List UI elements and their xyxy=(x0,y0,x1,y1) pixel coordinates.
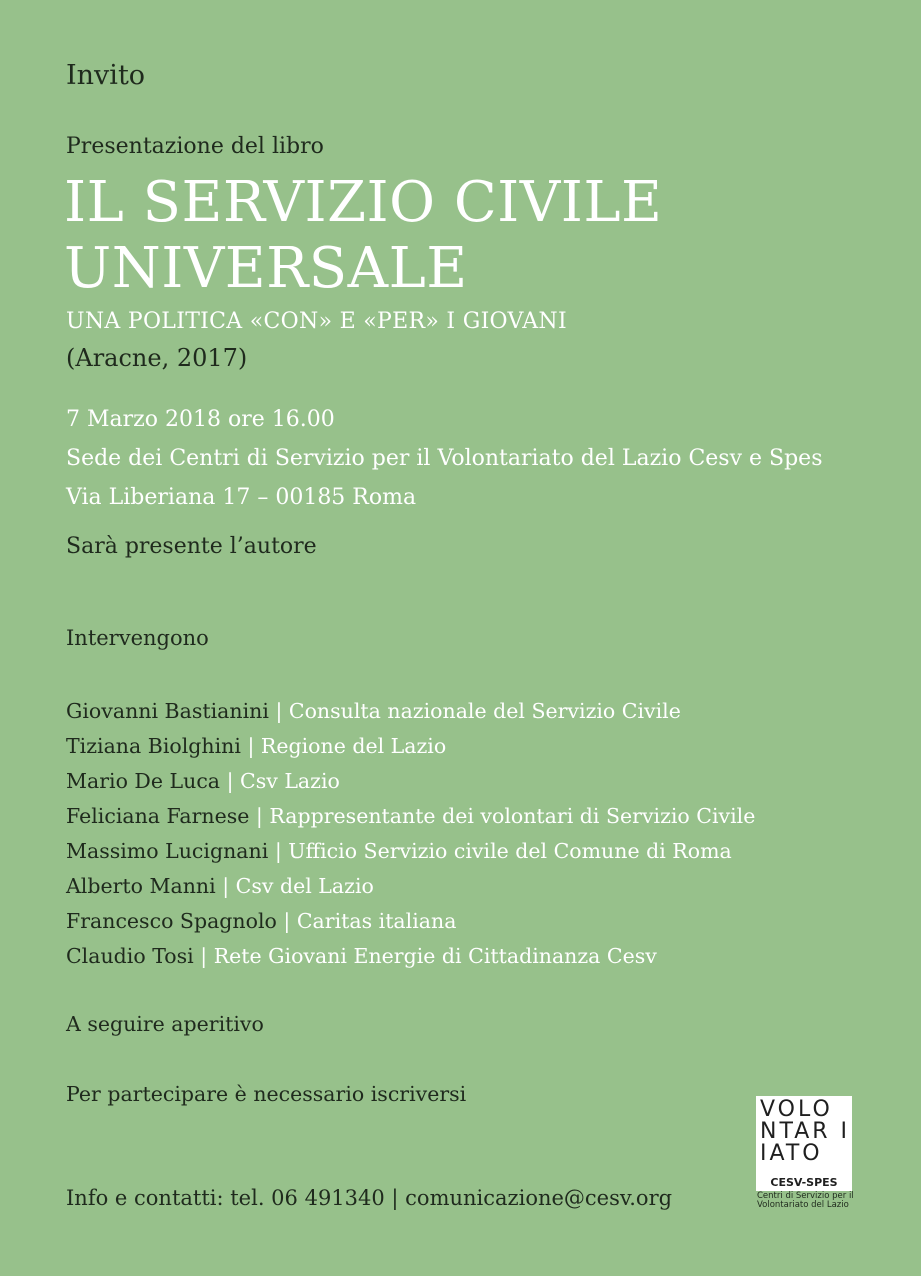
speaker-separator: | xyxy=(247,734,255,758)
logo-line-1: VOLO xyxy=(760,1097,833,1122)
speaker-name: Giovanni Bastianini xyxy=(66,699,269,723)
speaker-separator: | xyxy=(255,804,263,828)
invito-label: Invito xyxy=(66,60,146,91)
speaker-role: Csv del Lazio xyxy=(235,874,374,898)
speaker-role: Regione del Lazio xyxy=(260,734,447,758)
book-title-line-2: UNIVERSALE xyxy=(64,236,468,301)
speaker-row xyxy=(66,834,755,869)
speaker-separator: | xyxy=(222,874,230,898)
speaker-separator: | xyxy=(274,839,282,863)
logo-subtitle-line-2: Volontariato del Lazio xyxy=(757,1200,849,1210)
logo-brand: CESV-SPES xyxy=(756,1176,852,1191)
event-address: Via Liberiana 17 – 00185 Roma xyxy=(66,485,417,510)
speakers-list xyxy=(66,694,755,974)
speaker-row xyxy=(66,729,755,764)
book-title xyxy=(64,170,662,302)
speaker-name: Tiziana Biolghini xyxy=(66,734,241,758)
speaker-role: Rappresentante dei volontari di Servizio Civile xyxy=(269,804,756,828)
speaker-separator: | xyxy=(283,909,291,933)
author-note: Sarà presente l’autore xyxy=(66,534,317,559)
speaker-row xyxy=(66,694,755,729)
event-details xyxy=(66,400,823,517)
speaker-row xyxy=(66,869,755,904)
volontariato-logo xyxy=(756,1096,852,1176)
speaker-separator: | xyxy=(226,769,234,793)
event-datetime: 7 Marzo 2018 ore 16.00 xyxy=(66,407,335,432)
book-title-line-1: IL SERVIZIO CIVILE xyxy=(64,170,663,235)
speaker-role: Ufficio Servizio civile del Comune di Roma xyxy=(288,839,732,863)
speaker-role: Csv Lazio xyxy=(240,769,340,793)
logo-line-3: IATO xyxy=(760,1141,823,1166)
contact-info: Info e contatti: tel. 06 491340 | comunicazione@cesv.org xyxy=(66,1186,673,1210)
speaker-name: Francesco Spagnolo xyxy=(66,909,277,933)
logo-line-2: NTAR I xyxy=(760,1119,851,1144)
speaker-name: Feliciana Farnese xyxy=(66,804,250,828)
speaker-role: Caritas italiana xyxy=(296,909,457,933)
speaker-name: Claudio Tosi xyxy=(66,944,194,968)
aperitivo-note: A seguire aperitivo xyxy=(66,1012,264,1036)
logo-subtitle xyxy=(757,1192,867,1210)
speaker-row xyxy=(66,764,755,799)
speaker-name: Massimo Lucignani xyxy=(66,839,269,863)
speaker-role: Rete Giovani Energie di Cittadinanza Cesv xyxy=(213,944,657,968)
speaker-separator: | xyxy=(200,944,208,968)
book-subtitle: UNA POLITICA «CON» E «PER» I GIOVANI xyxy=(66,309,567,334)
speaker-separator: | xyxy=(275,699,283,723)
speaker-row xyxy=(66,799,755,834)
event-venue: Sede dei Centri di Servizio per il Volontariato del Lazio Cesv e Spes xyxy=(66,446,823,471)
speaker-row xyxy=(66,939,755,974)
speaker-name: Alberto Manni xyxy=(66,874,216,898)
speaker-name: Mario De Luca xyxy=(66,769,221,793)
book-publisher: (Aracne, 2017) xyxy=(66,344,248,372)
speakers-heading: Intervengono xyxy=(66,626,209,650)
presentation-label: Presentazione del libro xyxy=(66,134,324,159)
logo-subtitle-line-1: Centri di Servizio per il xyxy=(757,1191,854,1201)
registration-note: Per partecipare è necessario iscriversi xyxy=(66,1082,467,1106)
speaker-row xyxy=(66,904,755,939)
speaker-role: Consulta nazionale del Servizio Civile xyxy=(288,699,681,723)
